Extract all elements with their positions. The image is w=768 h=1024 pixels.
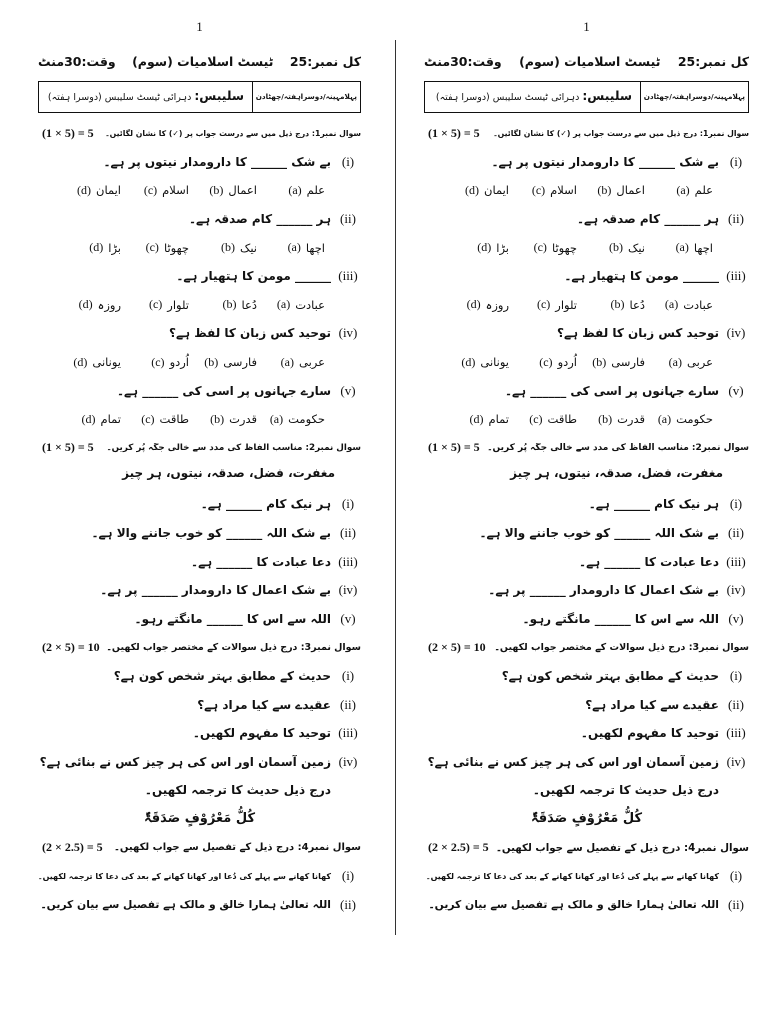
question-2-heading [424, 434, 749, 463]
item-text: توحید کس زبان کا لفظ ہے؟ [169, 326, 331, 341]
option-c [511, 240, 579, 255]
option-b [191, 412, 259, 427]
item-text: اللہ تعالیٰ ہمارا خالق و مالک ہے تفصیل سے بیان کریں۔ [40, 898, 331, 912]
option-text: طاقت [547, 412, 577, 427]
option-text: اچھا [305, 240, 325, 255]
item-number: (i) [341, 868, 355, 884]
q1-item-3 [424, 262, 749, 291]
option-label: (a) [676, 182, 690, 197]
item-text: توحید کا مفہوم لکھیں۔ [580, 726, 719, 741]
item-text: ہر ______ کام صدقہ ہے۔ [577, 212, 719, 227]
option-text: اچھا [693, 240, 713, 255]
option-label: (b) [610, 297, 625, 312]
item-text: سارے جہانوں پر اسی کی ______ ہے۔ [116, 383, 331, 398]
item-text: حدیث کے مطابق بہتر شخص کون ہے؟ [113, 668, 331, 683]
page-number: 1 [196, 19, 203, 34]
option-label: (a) [657, 411, 672, 426]
option-label: (b) [209, 182, 224, 197]
item-text: بے شک اللہ ______ کو خوب جاننے والا ہے۔ [479, 526, 719, 541]
option-text: تلوار [167, 297, 189, 312]
option-label: (b) [598, 411, 613, 426]
q4-item-1 [38, 862, 361, 891]
question-marks: (2 × 2.5) = 5 [42, 840, 103, 855]
item-number: (i) [341, 496, 355, 512]
option-label: (d) [77, 182, 91, 197]
item-number: (iv) [726, 753, 746, 769]
item-text: ______ مومن کا ہتھیار ہے۔ [564, 269, 719, 284]
option-a [259, 240, 327, 255]
question-2-heading [38, 434, 361, 463]
option-b [579, 355, 647, 370]
option-a [647, 355, 715, 370]
option-c [123, 355, 191, 370]
option-label: (a) [664, 297, 679, 312]
option-text: اُردو [557, 355, 577, 370]
question-marks: (2 × 5) = 10 [42, 639, 100, 654]
q2-item-3 [38, 547, 361, 576]
option-label: (d) [89, 240, 104, 255]
option-text: قدرت [229, 412, 257, 427]
option-b [579, 240, 647, 255]
item-number: (i) [729, 667, 743, 683]
q3-item-4 [38, 747, 361, 776]
option-label: (b) [609, 240, 624, 255]
option-label: (d) [81, 411, 96, 426]
option-label: (d) [73, 354, 88, 369]
paper-header [38, 50, 361, 72]
item-text: اللہ سے اس کا ______ مانگتے رہو۔ [522, 611, 719, 626]
option-text: اعمال [616, 183, 645, 198]
q3-item-2 [38, 690, 361, 719]
option-text: عبادت [295, 297, 325, 312]
question-1-heading [424, 119, 749, 148]
paper-header [424, 50, 749, 72]
option-text: حکومت [288, 412, 325, 427]
q2-item-1 [38, 490, 361, 519]
item-number: (iii) [338, 268, 358, 284]
item-text: اللہ تعالیٰ ہمارا خالق و مالک ہے تفصیل سے بیان کریں۔ [428, 898, 719, 912]
item-number: (iv) [338, 753, 358, 769]
option-text: چھوٹا [551, 240, 577, 255]
option-label: (a) [668, 354, 682, 369]
option-text: اسلام [550, 183, 577, 198]
option-a [647, 412, 715, 427]
option-text: علم [306, 183, 325, 198]
question-4-heading [424, 833, 749, 862]
option-label: (c) [529, 411, 543, 426]
option-a [259, 412, 327, 427]
question-marks: (1 × 5) = 5 [428, 440, 480, 455]
option-c [123, 240, 191, 255]
schedule-cell: پہلامہینہ/دوسراہفتہ/چھٹادن [252, 82, 360, 112]
option-text: تمام [488, 412, 509, 427]
question-marks: (1 × 5) = 5 [42, 125, 94, 140]
item-number: (ii) [340, 211, 356, 227]
option-a [647, 183, 715, 198]
option-c [511, 355, 579, 370]
page-number: 1 [583, 19, 590, 34]
question-marks: (1 × 5) = 5 [428, 125, 480, 140]
item-number: (ii) [340, 896, 356, 912]
item-text: کھانا کھانے سے پہلے کی دُعا اور کھانا کھانے کے بعد کی دعا کا ترجمہ لکھیں۔ [425, 871, 719, 881]
option-text: قدرت [617, 412, 645, 427]
option-label: (b) [592, 354, 607, 369]
item-number: (i) [341, 667, 355, 683]
option-text: یونانی [92, 355, 121, 370]
option-text: یونانی [480, 355, 509, 370]
q1-item-3 [38, 262, 361, 291]
translation-prompt: درج ذیل حدیث کا ترجمہ لکھیں۔ [532, 783, 719, 798]
option-text: روزہ [97, 297, 121, 312]
option-d [443, 183, 511, 198]
item-text: بے شک اللہ ______ کو خوب جاننے والا ہے۔ [91, 526, 331, 541]
option-a [259, 297, 327, 312]
item-text: توحید کا مفہوم لکھیں۔ [192, 726, 331, 741]
q1-item-3-options [38, 291, 361, 320]
item-number: (i) [729, 153, 743, 169]
hadith-text: کُلُّ مَعْرُوْفٍ صَدَقَۃٌ [143, 811, 256, 827]
item-number: (iv) [726, 325, 746, 341]
option-text: نیک [628, 240, 645, 255]
option-text: فارسی [223, 355, 257, 370]
option-d [443, 297, 511, 312]
q2-item-5 [38, 605, 361, 634]
question-title: سوال نمبر4: درج ذیل کے تفصیل سے جواب لکھیں۔ [495, 841, 749, 854]
option-text: بڑا [108, 240, 121, 255]
q1-item-2-options [38, 233, 361, 262]
option-text: دُعا [629, 297, 645, 312]
option-label: (c) [148, 297, 163, 312]
option-d [443, 240, 511, 255]
q1-item-4-options [38, 348, 361, 377]
q4-item-2 [424, 890, 749, 919]
q2-item-2 [424, 519, 749, 548]
option-label: (d) [78, 297, 93, 312]
item-number: (iv) [338, 582, 358, 598]
option-b [579, 183, 647, 198]
item-text: بے شک اعمال کا دارومدار ______ پر ہے۔ [100, 583, 331, 598]
question-marks: (2 × 5) = 10 [428, 639, 486, 654]
q1-item-4 [38, 319, 361, 348]
item-number: (iii) [726, 725, 746, 741]
option-label: (c) [533, 240, 547, 255]
item-text: بے شک ______ کا دارومدار نیتوں پر ہے۔ [103, 154, 331, 169]
option-c [511, 183, 579, 198]
item-number: (iii) [726, 268, 746, 284]
option-text: اسلام [162, 183, 189, 198]
total-marks: کل نمبر:25 [289, 53, 361, 69]
option-d [443, 412, 511, 427]
item-number: (ii) [340, 696, 356, 712]
item-number: (ii) [728, 696, 744, 712]
item-number: (iv) [338, 325, 358, 341]
option-label: (b) [222, 297, 237, 312]
option-text: ایمان [484, 183, 509, 198]
question-3-heading [38, 633, 361, 662]
option-text: اُردو [169, 355, 189, 370]
item-number: (ii) [728, 896, 744, 912]
q3-item-2 [424, 690, 749, 719]
question-marks: (1 × 5) = 5 [42, 440, 94, 455]
word-bank: مغفرت، فضل، صدقہ، نیتوں، ہر چیز [122, 466, 335, 481]
item-text: بے شک ______ کا دارومدار نیتوں پر ہے۔ [491, 154, 719, 169]
question-3-heading [424, 633, 749, 662]
q1-item-4 [424, 319, 749, 348]
q1-item-2 [38, 205, 361, 234]
q2-item-2 [38, 519, 361, 548]
paper-copy-right [424, 0, 749, 919]
q1-item-4-options [424, 348, 749, 377]
option-label: (b) [597, 182, 612, 197]
schedule-cell: پہلامہینہ/دوسراہفتہ/چھٹادن [640, 82, 748, 112]
option-label: (c) [531, 182, 546, 197]
word-bank: مغفرت، فضل، صدقہ، نیتوں، ہر چیز [510, 466, 723, 481]
q1-item-5 [38, 376, 361, 405]
option-a [259, 183, 327, 198]
item-text: حدیث کے مطابق بہتر شخص کون ہے؟ [501, 668, 719, 683]
option-b [191, 355, 259, 370]
syllabus-label: سلیبس: [582, 89, 632, 103]
item-number: (v) [340, 382, 356, 398]
item-text: ہر نیک کام ______ ہے۔ [200, 497, 331, 512]
option-a [647, 240, 715, 255]
test-title: ٹیسٹ اسلامیات (سوم) [519, 53, 661, 69]
option-c [511, 412, 579, 427]
option-label: (d) [466, 297, 481, 312]
option-b [191, 240, 259, 255]
option-text: ایمان [96, 183, 121, 198]
column-divider [395, 40, 396, 935]
option-label: (b) [210, 411, 225, 426]
option-text: چھوٹا [163, 240, 189, 255]
q3-item-1 [38, 662, 361, 691]
q4-item-2 [38, 890, 361, 919]
option-text: دُعا [241, 297, 257, 312]
q1-item-2-options [424, 233, 749, 262]
option-label: (c) [145, 240, 159, 255]
option-label: (c) [536, 297, 551, 312]
item-number: (iii) [338, 725, 358, 741]
option-text: روزہ [485, 297, 509, 312]
q3-item-3 [424, 719, 749, 748]
question-1-heading [38, 119, 361, 148]
option-label: (b) [204, 354, 219, 369]
option-label: (c) [141, 411, 155, 426]
item-number: (i) [729, 496, 743, 512]
option-b [579, 297, 647, 312]
option-label: (a) [280, 354, 294, 369]
time-allowed: وقت:30منٹ [38, 53, 116, 69]
option-label: (c) [539, 354, 553, 369]
option-b [191, 297, 259, 312]
item-text: اللہ سے اس کا ______ مانگتے رہو۔ [134, 611, 331, 626]
option-c [123, 297, 191, 312]
option-d [55, 355, 123, 370]
q3-item-4 [424, 747, 749, 776]
question-4-heading [38, 833, 361, 862]
q1-item-3-options [424, 291, 749, 320]
question-marks: (2 × 2.5) = 5 [428, 840, 489, 855]
item-text: ______ مومن کا ہتھیار ہے۔ [176, 269, 331, 284]
question-title: سوال نمبر1: درج ذیل میں سے درست جواب پر (✓) کا نشان لگائیں۔ [105, 128, 361, 138]
q2-item-4 [424, 576, 749, 605]
q2-item-1 [424, 490, 749, 519]
q1-item-1-options [424, 176, 749, 205]
item-text: سارے جہانوں پر اسی کی ______ ہے۔ [504, 383, 719, 398]
item-text: عقیدے سے کیا مراد ہے؟ [197, 697, 331, 712]
syllabus-cell [39, 82, 252, 112]
question-title: سوال نمبر3: درج ذیل سوالات کے مختصر جواب لکھیں۔ [494, 641, 749, 653]
option-label: (c) [151, 354, 165, 369]
question-title: سوال نمبر2: مناسب الفاظ کی مدد سے خالی جگہ پُر کریں۔ [106, 442, 361, 453]
option-d [443, 355, 511, 370]
option-text: طاقت [159, 412, 189, 427]
option-a [259, 355, 327, 370]
syllabus-text: دہرائی ٹیسٹ سلیبس (دوسرا ہفتہ) [47, 92, 192, 103]
question-title: سوال نمبر4: درج ذیل کے تفصیل سے جواب لکھیں۔ [114, 842, 361, 854]
question-title: سوال نمبر1: درج ذیل میں سے درست جواب پر (✓) کا نشان لگائیں۔ [493, 128, 749, 138]
q1-item-5 [424, 376, 749, 405]
item-number: (ii) [728, 525, 744, 541]
option-label: (a) [269, 411, 284, 426]
option-text: حکومت [676, 412, 713, 427]
paper-copy-left [38, 0, 361, 919]
option-text: اعمال [228, 183, 257, 198]
option-label: (a) [276, 297, 291, 312]
option-label: (d) [469, 411, 484, 426]
item-number: (iii) [726, 553, 746, 569]
option-c [123, 183, 191, 198]
option-c [123, 412, 191, 427]
option-d [55, 240, 123, 255]
item-text: توحید کس زبان کا لفظ ہے؟ [557, 326, 719, 341]
syllabus-label: سلیبس: [194, 89, 244, 103]
q2-item-3 [424, 547, 749, 576]
option-label: (d) [461, 354, 476, 369]
q2-item-5 [424, 605, 749, 634]
q1-item-5-options [38, 405, 361, 434]
option-text: تمام [100, 412, 121, 427]
item-text: کھانا کھانے سے پہلے کی دُعا اور کھانا کھانے کے بعد کی دعا کا ترجمہ لکھیں۔ [38, 871, 331, 881]
item-number: (v) [728, 382, 744, 398]
q4-item-1 [424, 862, 749, 891]
item-text: ہر نیک کام ______ ہے۔ [588, 497, 719, 512]
option-label: (d) [477, 240, 492, 255]
q2-item-4 [38, 576, 361, 605]
option-d [55, 297, 123, 312]
item-number: (v) [340, 610, 356, 626]
hadith-text: کُلُّ مَعْرُوْفٍ صَدَقَۃٌ [530, 811, 643, 827]
item-text: عقیدے سے کیا مراد ہے؟ [585, 697, 719, 712]
item-number: (iii) [338, 553, 358, 569]
option-text: نیک [240, 240, 257, 255]
syllabus-box [38, 81, 361, 113]
question-title: سوال نمبر2: مناسب الفاظ کی مدد سے خالی جگہ پُر کریں۔ [487, 442, 749, 453]
syllabus-text: دہرائی ٹیسٹ سلیبس (دوسرا ہفتہ) [435, 92, 580, 103]
option-text: بڑا [496, 240, 509, 255]
item-text: زمین آسمان اور اس کی ہر چیز کس نے بنائی ہے؟ [427, 754, 719, 769]
option-d [55, 412, 123, 427]
option-text: تلوار [555, 297, 577, 312]
time-allowed: وقت:30منٹ [424, 53, 502, 69]
item-text: دعا عبادت کا ______ ہے۔ [579, 554, 719, 569]
option-c [511, 297, 579, 312]
q1-item-5-options [424, 405, 749, 434]
option-label: (a) [287, 240, 301, 255]
option-text: عربی [299, 355, 325, 370]
option-label: (b) [221, 240, 236, 255]
option-label: (a) [288, 182, 302, 197]
q3-item-1 [424, 662, 749, 691]
item-number: (v) [728, 610, 744, 626]
translation-prompt: درج ذیل حدیث کا ترجمہ لکھیں۔ [144, 783, 331, 798]
option-text: علم [694, 183, 713, 198]
option-label: (a) [675, 240, 689, 255]
item-number: (ii) [340, 525, 356, 541]
total-marks: کل نمبر:25 [677, 53, 749, 69]
item-text: زمین آسمان اور اس کی ہر چیز کس نے بنائی ہے؟ [39, 754, 331, 769]
option-label: (d) [465, 182, 479, 197]
option-b [191, 183, 259, 198]
q1-item-1-options [38, 176, 361, 205]
option-a [647, 297, 715, 312]
item-text: دعا عبادت کا ______ ہے۔ [191, 554, 331, 569]
test-title: ٹیسٹ اسلامیات (سوم) [132, 53, 274, 69]
option-text: فارسی [611, 355, 645, 370]
syllabus-box [424, 81, 749, 113]
q1-item-1 [38, 148, 361, 177]
item-number: (i) [729, 868, 743, 884]
item-number: (iv) [726, 582, 746, 598]
question-title: سوال نمبر3: درج ذیل سوالات کے مختصر جواب لکھیں۔ [106, 641, 361, 653]
option-text: عربی [687, 355, 713, 370]
item-number: (i) [341, 153, 355, 169]
syllabus-cell [425, 82, 640, 112]
q3-item-3 [38, 719, 361, 748]
item-number: (ii) [728, 211, 744, 227]
item-text: بے شک اعمال کا دارومدار ______ پر ہے۔ [488, 583, 719, 598]
option-b [579, 412, 647, 427]
option-text: عبادت [683, 297, 713, 312]
q1-item-2 [424, 205, 749, 234]
option-d [55, 183, 123, 198]
q1-item-1 [424, 148, 749, 177]
item-text: ہر ______ کام صدقہ ہے۔ [189, 212, 331, 227]
option-label: (c) [143, 182, 158, 197]
